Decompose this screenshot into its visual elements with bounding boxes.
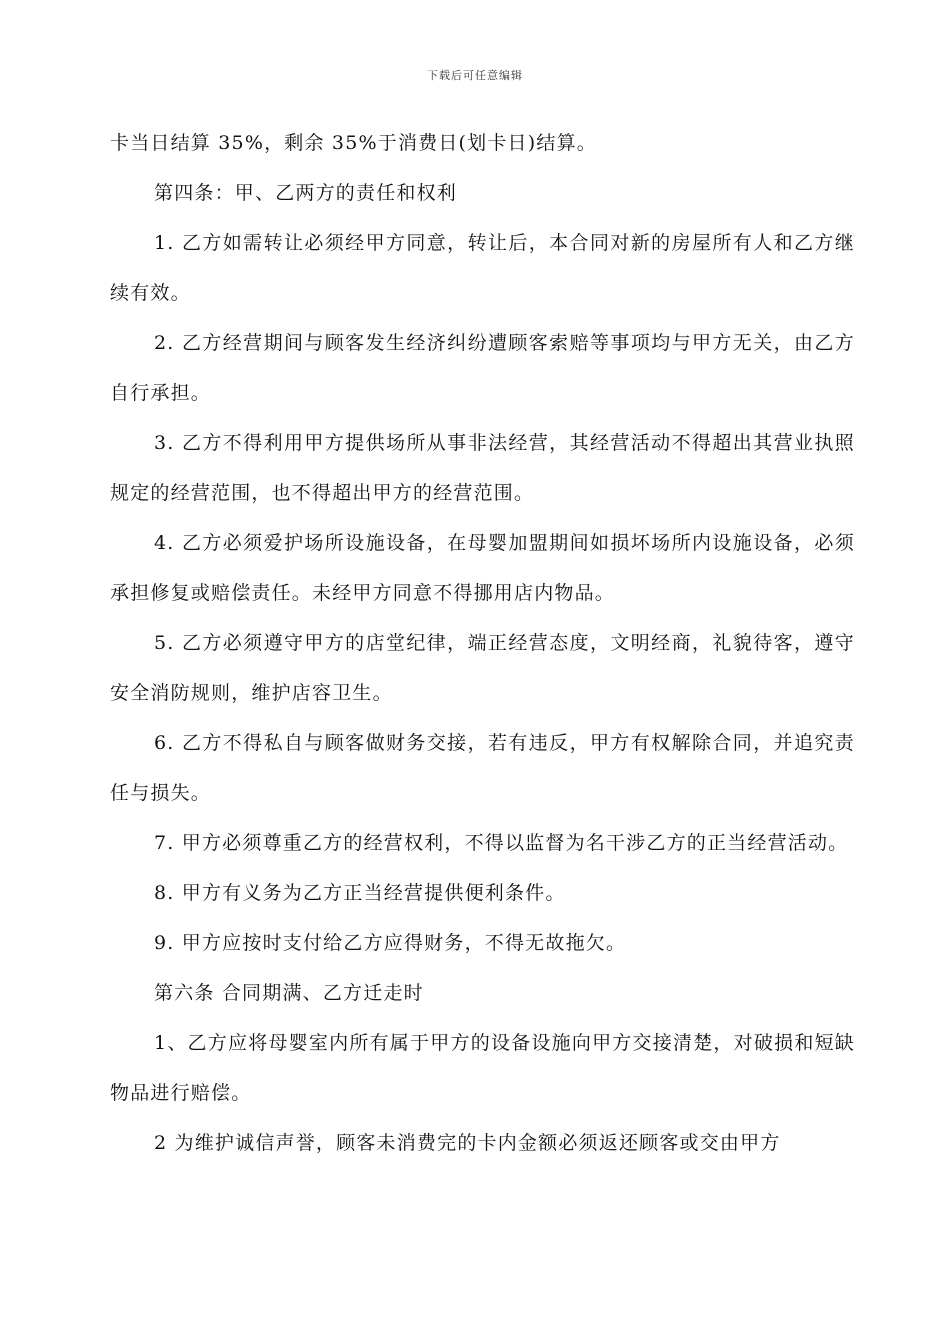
article-4-clause-1: 1. 乙方如需转让必须经甲方同意，转让后，本合同对新的房屋所有人和乙方继续有效。 (110, 232, 855, 304)
article-4-clause-5: 5. 乙方必须遵守甲方的店堂纪律，端正经营态度，文明经商，礼貌待客，遵守安全消防规则，维护店容卫生。 (110, 632, 855, 704)
article-6-clause-1: 1、乙方应将母婴室内所有属于甲方的设备设施向甲方交接清楚，对破损和短缺物品进行赔偿。 (110, 1032, 855, 1104)
article-4-clause-9: 9. 甲方应按时支付给乙方应得财务，不得无故拖欠。 (154, 932, 627, 954)
article-4-clause-3: 3. 乙方不得利用甲方提供场所从事非法经营，其经营活动不得超出其营业执照规定的经营范围，也不得超出甲方的经营范围。 (110, 432, 855, 504)
article-4-heading: 第四条：甲、乙两方的责任和权利 (154, 182, 458, 204)
article-6-heading: 第六条 合同期满、乙方迁走时 (154, 982, 424, 1004)
paragraph-continuation: 卡当日结算 35%，剩余 35%于消费日(划卡日)结算。 (110, 132, 597, 154)
article-4-clause-8: 8. 甲方有义务为乙方正当经营提供便利条件。 (154, 882, 566, 904)
article-4-clause-2: 2. 乙方经营期间与顾客发生经济纠纷遭顾客索赔等事项均与甲方无关，由乙方自行承担。 (110, 332, 855, 404)
article-6-clause-2: 2 为维护诚信声誉，顾客未消费完的卡内金额必须返还顾客或交由甲方 (154, 1132, 781, 1154)
article-4-clause-7: 7. 甲方必须尊重乙方的经营权利，不得以监督为名干涉乙方的正当经营活动。 (154, 832, 849, 854)
document-body (110, 118, 855, 1168)
page-header: 下载后可任意编辑 (427, 69, 523, 82)
article-4-clause-4: 4. 乙方必须爱护场所设施设备，在母婴加盟期间如损坏场所内设施设备，必须承担修复或赔偿责任。未经甲方同意不得挪用店内物品。 (110, 532, 855, 604)
article-4-clause-6: 6. 乙方不得私自与顾客做财务交接，若有违反，甲方有权解除合同，并追究责任与损失。 (110, 732, 855, 804)
